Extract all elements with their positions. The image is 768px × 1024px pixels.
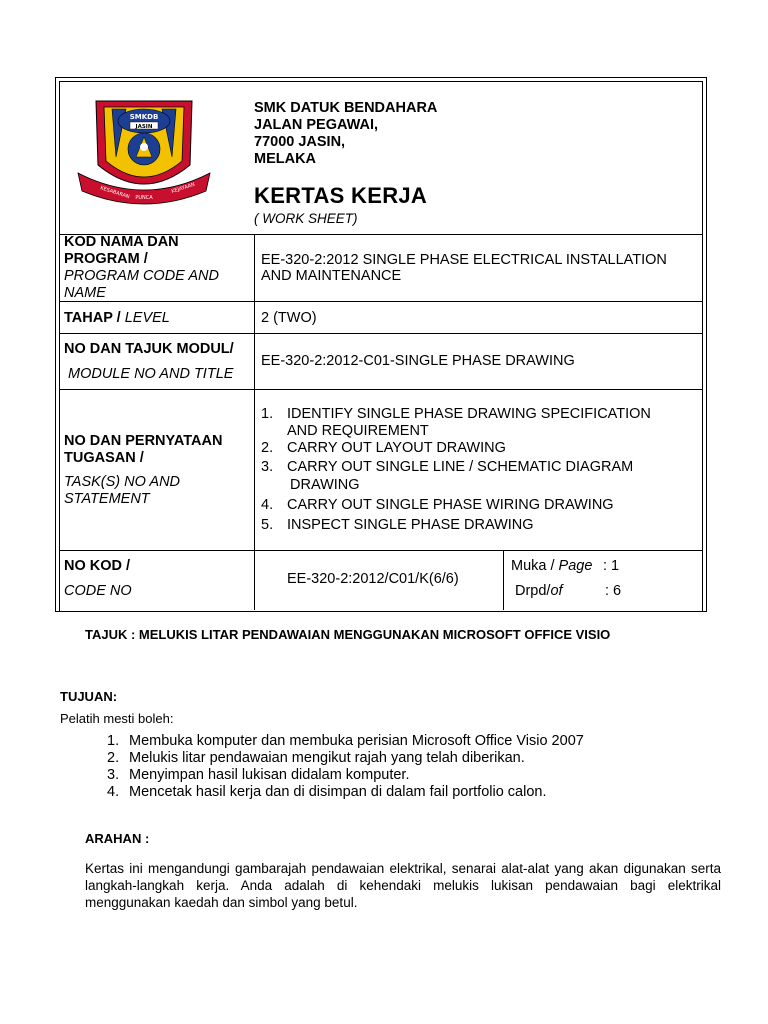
column-divider <box>503 550 504 610</box>
task-item-1-line2: AND REQUIREMENT <box>287 423 429 439</box>
list-item-num: 3. <box>107 767 120 783</box>
task-item-2-line1: CARRY OUT LAYOUT DRAWING <box>287 440 506 456</box>
task-item-2-num: 2. <box>261 440 274 456</box>
tujuan-heading: TUJUAN: <box>60 689 118 704</box>
list-item-text: Membuka komputer dan membuka perisian Microsoft Office Visio 2007 <box>129 733 584 749</box>
module-value: EE-320-2:2012-C01-SINGLE PHASE DRAWING <box>261 353 575 369</box>
school-name: SMK DATUK BENDAHARA <box>254 100 438 116</box>
code-label: NO KOD / <box>64 558 131 574</box>
page-label-ms: Muka / <box>511 558 555 574</box>
task-item-1-line1: IDENTIFY SINGLE PHASE DRAWING SPECIFICATION <box>287 406 651 422</box>
address-line-2: 77000 JASIN, <box>254 134 346 150</box>
logo-ribbon-mid: PUNCA <box>135 195 153 201</box>
logo-sub-text: JASIN <box>135 124 153 130</box>
school-crest-icon <box>74 95 214 205</box>
arahan-heading: ARAHAN : <box>85 831 150 846</box>
task-label-line1: NO DAN PERNYATAAN <box>64 433 223 449</box>
list-item-text: Melukis litar pendawaian mengikut rajah yang telah diberikan. <box>129 750 525 766</box>
row-divider <box>59 333 702 334</box>
list-item-num: 4. <box>107 784 120 800</box>
code-label-en: CODE NO <box>64 583 132 599</box>
task-item-3-line2: DRAWING <box>290 477 360 493</box>
of-label <box>515 583 563 600</box>
list-item <box>107 750 584 767</box>
arahan-paragraph: Kertas ini mengandungi gambarajah pendawaian elektrikal, senarai alat-alat yang akan digunakan serta langkah-langkah kerja. Anda adalah di kehendaki melukis lukisan pendawaian bagi elektrikal menggunakan kaedah dan simbol yang betul. <box>85 861 721 910</box>
program-label: KOD NAMA DAN PROGRAM / <box>64 234 179 267</box>
program-value-line2: AND MAINTENANCE <box>261 268 402 284</box>
level-label-italic: LEVEL <box>124 310 170 326</box>
task-item-3-line1: CARRY OUT SINGLE LINE / SCHEMATIC DIAGRAM <box>287 459 634 475</box>
module-label: NO DAN TAJUK MODUL/ <box>64 341 234 357</box>
doc-title: KERTAS KERJA <box>254 183 428 208</box>
tajuk-heading: TAJUK : MELUKIS LITAR PENDAWAIAN MENGGUNAKAN MICROSOFT OFFICE VISIO <box>85 627 611 642</box>
doc-subtitle: ( WORK SHEET) <box>254 211 358 226</box>
module-label-en: MODULE NO AND TITLE <box>68 366 234 382</box>
list-item-num: 1. <box>107 733 120 749</box>
task-label-en-line2: STATEMENT <box>64 491 150 507</box>
page-value: : 1 <box>603 558 620 574</box>
program-label-en: PROGRAM CODE AND NAME <box>64 268 219 301</box>
address-line-1: JALAN PEGAWAI, <box>254 117 379 133</box>
task-item-4-num: 4. <box>261 497 274 513</box>
list-item <box>107 784 584 801</box>
list-item-num: 2. <box>107 750 120 766</box>
task-label-en-line1: TASK(S) NO AND <box>64 474 181 490</box>
task-item-5-num: 5. <box>261 517 274 533</box>
page-label <box>511 558 592 575</box>
logo-ribbon-left: KESABARAN <box>99 185 131 201</box>
task-item-4-line1: CARRY OUT SINGLE PHASE WIRING DRAWING <box>287 497 614 513</box>
program-value-line1: EE-320-2:2012 SINGLE PHASE ELECTRICAL INSTALLATION <box>261 252 667 268</box>
logo-top-text: SMKDB <box>129 113 159 121</box>
task-item-3-num: 3. <box>261 459 274 475</box>
tujuan-list <box>107 733 584 801</box>
list-item <box>107 733 584 750</box>
of-label-ms: Drpd/ <box>515 583 551 599</box>
task-label-line2: TUGASAN / <box>64 450 144 466</box>
row-divider <box>59 389 702 390</box>
level-label <box>64 310 170 327</box>
tujuan-intro: Pelatih mesti boleh: <box>60 711 174 726</box>
level-label-bold: TAHAP / <box>64 310 121 326</box>
page-label-en: Page <box>558 558 593 574</box>
column-divider <box>254 234 255 610</box>
address-line-3: MELAKA <box>254 151 317 167</box>
logo-ribbon-right: KEJAYAAN <box>170 181 196 195</box>
code-value: EE-320-2:2012/C01/K(6/6) <box>287 571 459 587</box>
task-item-1-num: 1. <box>261 406 274 422</box>
task-item-5-line1: INSPECT SINGLE PHASE DRAWING <box>287 517 534 533</box>
list-item-text: Menyimpan hasil lukisan didalam komputer. <box>129 767 410 783</box>
of-label-en: of <box>550 583 563 599</box>
level-value: 2 (TWO) <box>261 310 317 326</box>
list-item-text: Mencetak hasil kerja dan di disimpan di dalam fail portfolio calon. <box>129 784 547 800</box>
row-divider <box>59 550 702 551</box>
of-value: : 6 <box>605 583 622 599</box>
list-item <box>107 767 584 784</box>
